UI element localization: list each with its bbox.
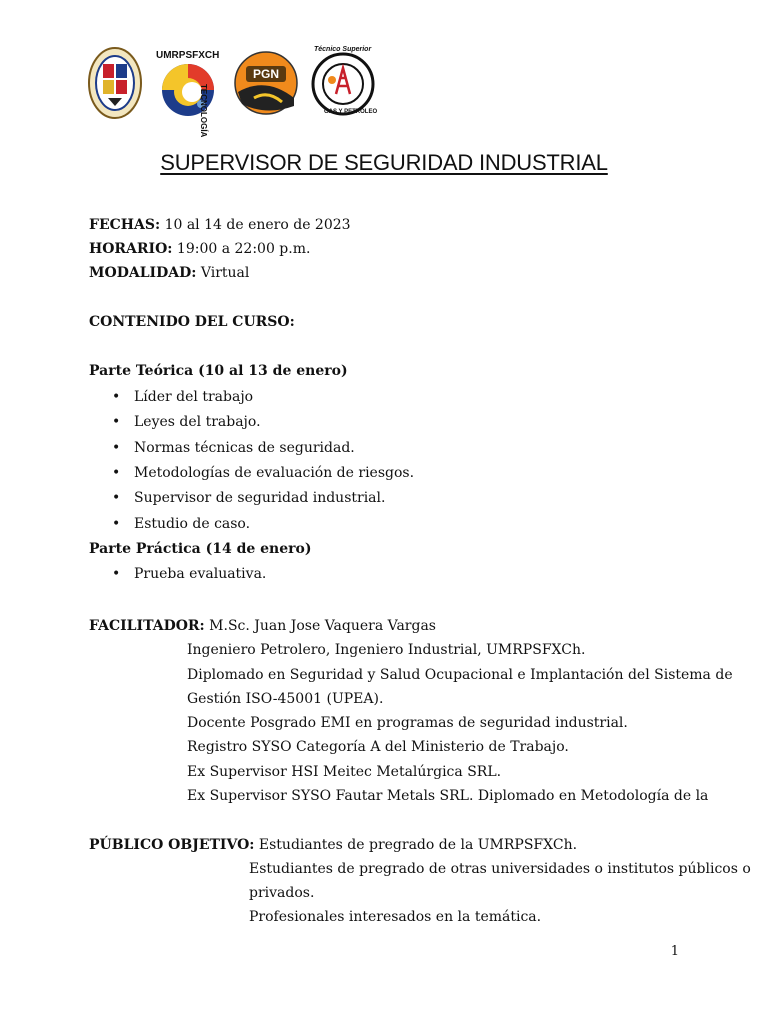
publico-detail: Estudiantes de pregrado de otras universidades o institutos públicos o — [249, 861, 751, 877]
modalidad-line — [89, 264, 249, 282]
page-title: SUPERVISOR DE SEGURIDAD INDUSTRIAL — [160, 150, 608, 175]
facilitador-detail: Gestión ISO-45001 (UPEA). — [187, 691, 384, 707]
list-item: Metodologías de evaluación de riesgos. — [134, 465, 415, 481]
modalidad-label: MODALIDAD: — [89, 265, 197, 281]
parte-practica-heading: Parte Práctica (14 de enero) — [89, 541, 312, 557]
umrpsfxch-label: UMRPSFXCH — [156, 50, 220, 61]
modalidad-value: Virtual — [196, 265, 250, 281]
pgn-label: PGN — [253, 67, 280, 81]
publico-line — [89, 836, 577, 854]
umrpsfxch-tecnologia-logo — [156, 46, 226, 138]
bullet-dot: • — [112, 566, 121, 582]
list-item: Normas técnicas de seguridad. — [134, 440, 355, 456]
tecnico-superior-label: Técnico Superior — [314, 46, 372, 53]
facilitador-detail: Ingeniero Petrolero, Ingeniero Industrial, UMRPSFXCh. — [187, 642, 586, 658]
bullet-dot: • — [112, 414, 121, 430]
tecnico-superior-logo — [310, 46, 376, 120]
pgn-logo — [234, 46, 300, 120]
bullet-dot: • — [112, 389, 121, 405]
publico-label: PÚBLICO OBJETIVO: — [89, 837, 255, 853]
gas-petroleo-label: GAS Y PETRÓLEO — [324, 109, 378, 115]
list-item: Estudio de caso. — [134, 516, 251, 532]
facilitador-name: M.Sc. Juan Jose Vaquera Vargas — [204, 618, 436, 634]
horario-line — [89, 240, 310, 258]
page-number: 1 — [670, 944, 679, 959]
list-item: Supervisor de seguridad industrial. — [134, 490, 386, 506]
fechas-line — [89, 216, 351, 234]
tecnologia-label: TECNOLOGÍA — [199, 84, 208, 138]
university-seal-logo — [88, 46, 142, 120]
horario-label: HORARIO: — [89, 241, 173, 257]
contenido-heading: CONTENIDO DEL CURSO: — [89, 314, 295, 330]
publico-detail: Profesionales interesados en la temática. — [249, 909, 542, 925]
bullet-dot: • — [112, 465, 121, 481]
list-item: Prueba evaluativa. — [134, 566, 267, 582]
list-item: Leyes del trabajo. — [134, 414, 261, 430]
bullet-dot: • — [112, 516, 121, 532]
facilitador-line — [89, 617, 436, 635]
facilitador-detail: Ex Supervisor SYSO Fautar Metals SRL. Diplomado en Metodología de la — [187, 788, 709, 804]
fechas-label: FECHAS: — [89, 217, 161, 233]
horario-value: 19:00 a 22:00 p.m. — [172, 241, 311, 257]
facilitador-detail: Registro SYSO Categoría A del Ministerio de Trabajo. — [187, 739, 569, 755]
facilitador-detail: Ex Supervisor HSI Meitec Metalúrgica SRL. — [187, 764, 502, 780]
bullet-dot: • — [112, 490, 121, 506]
logo-strip — [88, 46, 388, 138]
list-item: Líder del trabajo — [134, 389, 254, 405]
publico-detail: privados. — [249, 885, 315, 901]
facilitador-detail: Docente Posgrado EMI en programas de seguridad industrial. — [187, 715, 628, 731]
facilitador-label: FACILITADOR: — [89, 618, 205, 634]
publico-first: Estudiantes de pregrado de la UMRPSFXCh. — [254, 837, 578, 853]
facilitador-detail: Diplomado en Seguridad y Salud Ocupacional e Implantación del Sistema de — [187, 667, 733, 683]
fechas-value: 10 al 14 de enero de 2023 — [160, 217, 351, 233]
bullet-dot: • — [112, 440, 121, 456]
parte-teorica-heading: Parte Teórica (10 al 13 de enero) — [89, 363, 348, 379]
